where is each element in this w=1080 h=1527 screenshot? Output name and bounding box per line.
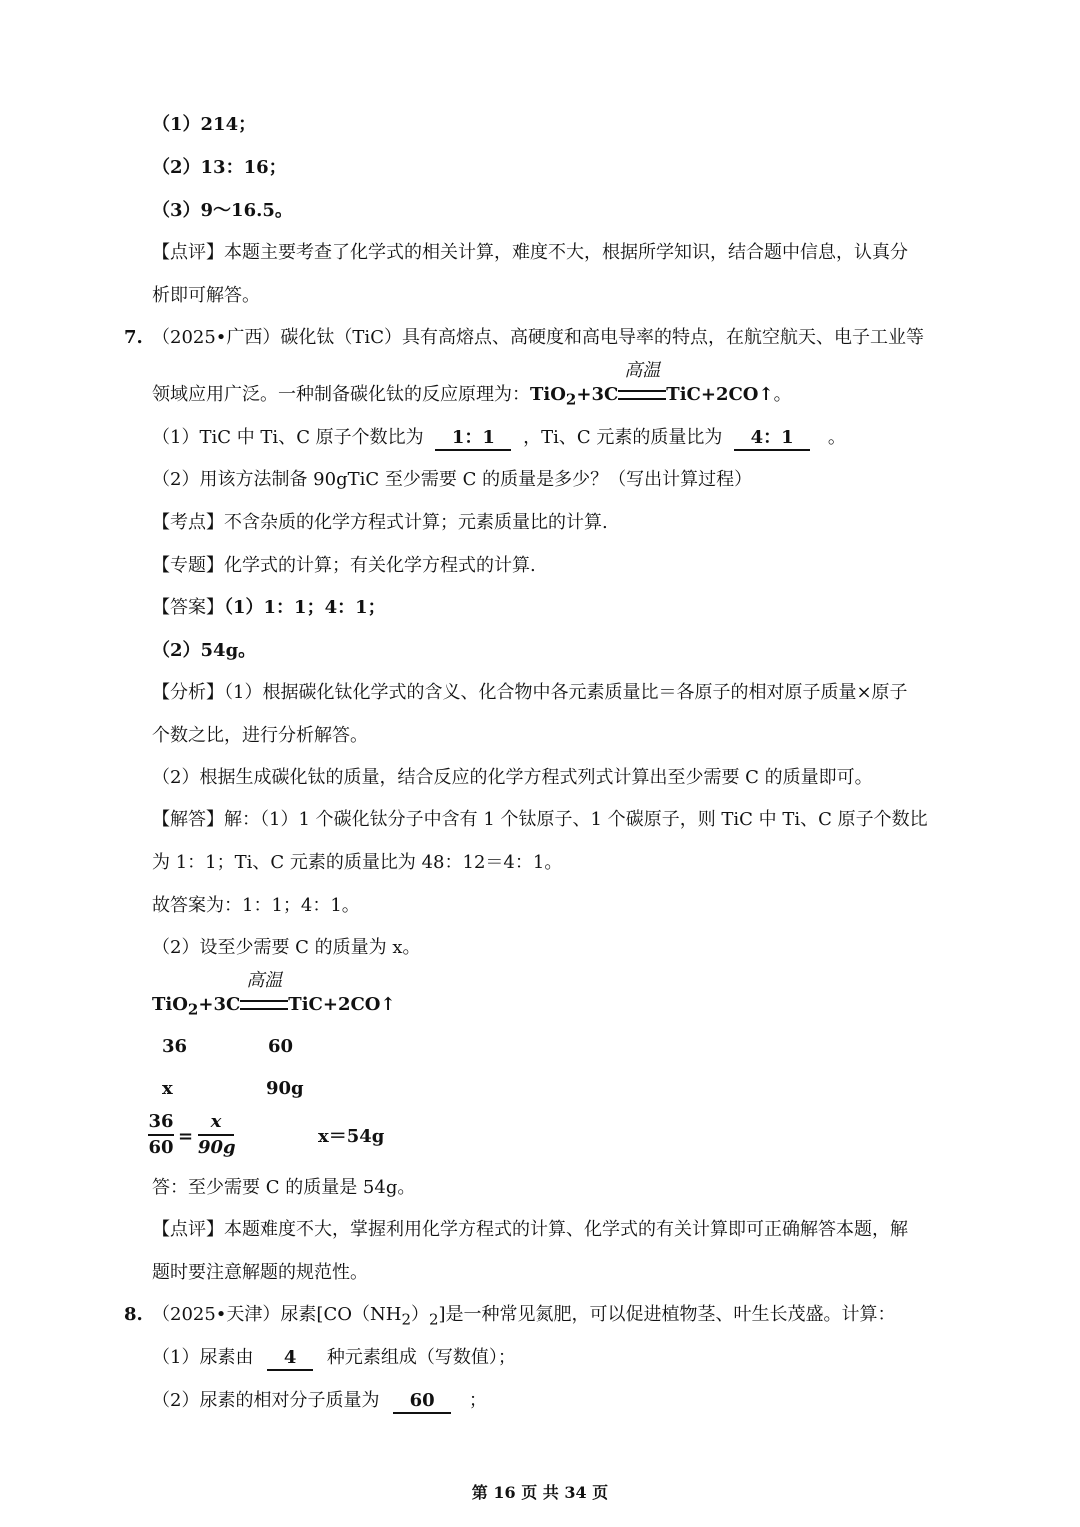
calc-equation: TiO$_2$+3C 高温 TiC+2CO↑ bbox=[152, 970, 396, 1019]
question-8-sub-2: （2）尿素的相对分子质量为 60 ； bbox=[152, 1388, 487, 1414]
question-7-sub-2: （2）用该方法制备 90gTiC 至少需要 C 的质量是多少？（写出计算过程） bbox=[152, 469, 753, 490]
comment-tag: 【点评】 bbox=[152, 242, 224, 263]
q7-comment-line-2: 题时要注意解题的规范性。 bbox=[152, 1262, 368, 1283]
calc-result: x＝54g bbox=[318, 1126, 385, 1147]
stem-text: 领域应用广泛。一种制备碳化钛的反应原理为： bbox=[152, 384, 530, 405]
answer-line-3: （3）9～16.5。 bbox=[152, 200, 293, 221]
zhuanti-line: 【专题】化学式的计算；有关化学方程式的计算. bbox=[152, 555, 536, 576]
answer-line-1: （1）214； bbox=[152, 114, 257, 135]
fraction-equals: = bbox=[178, 1126, 194, 1147]
solution-line-2: 为 1：1；Ti、C 元素的质量比为 48：12＝4：1。 bbox=[152, 852, 563, 873]
question-7-number: 7. bbox=[124, 327, 143, 348]
final-answer: 答：至少需要 C 的质量是 54g。 bbox=[152, 1177, 416, 1198]
calc-x: x bbox=[162, 1078, 173, 1099]
solution-line-4: （2）设至少需要 C 的质量为 x。 bbox=[152, 937, 421, 958]
gas-arrow-icon: ↑ bbox=[380, 994, 396, 1015]
calc-36: 36 bbox=[162, 1036, 188, 1057]
blank-answer-1: 1：1 bbox=[435, 427, 511, 451]
question-8-stem: （2025•天津）尿素$[CO(NH_2)_2]$是一种常见氮肥，可以促进植物茎、叶生长茂盛。计算： bbox=[152, 1304, 896, 1329]
blank-answer-3: 4 bbox=[267, 1347, 313, 1371]
blank-answer-2: 4：1 bbox=[734, 427, 810, 451]
gas-arrow-icon: ↑ bbox=[758, 384, 774, 405]
reaction-equation: TiO$_2$+3C 高温 TiC+2CO↑ bbox=[530, 360, 774, 409]
calc-60: 60 bbox=[268, 1036, 294, 1057]
question-8-sub-1: （1）尿素由 4 种元素组成（写数值）； bbox=[152, 1345, 516, 1371]
question-7-stem-line-2: 领域应用广泛。一种制备碳化钛的反应原理为：TiO$_2$+3C 高温 TiC+2CO↑。 bbox=[152, 360, 792, 409]
answer-line-b: （2）54g。 bbox=[152, 640, 257, 661]
reaction-condition: 高温 bbox=[240, 992, 288, 1018]
fraction-36-60: 36 60 bbox=[148, 1111, 174, 1158]
reaction-condition: 高温 bbox=[618, 382, 666, 408]
analysis-line-3: （2）根据生成碳化钛的质量，结合反应的化学方程式列式计算出至少需要 C 的质量即可。 bbox=[152, 767, 873, 788]
analysis-line-2: 个数之比，进行分析解答。 bbox=[152, 725, 368, 746]
question-7-sub-1: （1）TiC 中 Ti、C 原子个数比为 1：1 ，Ti、C 元素的质量比为 4：1 。 bbox=[152, 425, 846, 451]
comment-line-1 bbox=[152, 240, 908, 266]
question-7-stem-line-1: （2025•广西）碳化钛（TiC）具有高熔点、高硬度和高电导率的特点，在航空航天、电子工业等 bbox=[152, 327, 924, 348]
kaodian-line: 【考点】不含杂质的化学方程式计算；元素质量比的计算. bbox=[152, 512, 608, 533]
calc-90g: 90g bbox=[266, 1078, 304, 1099]
page-footer: 第 16 页 共 34 页 bbox=[471, 1483, 609, 1502]
comment-text: 本题主要考查了化学式的相关计算，难度不大，根据所学知识，结合题中信息，认真分 bbox=[224, 242, 908, 263]
solution-line-3: 故答案为：1：1；4：1。 bbox=[152, 895, 360, 916]
comment-line-2: 析即可解答。 bbox=[152, 285, 260, 306]
q7-comment-line-1: 【点评】本题难度不大，掌握利用化学方程式的计算、化学式的有关计算即可正确解答本题，解 bbox=[152, 1219, 908, 1240]
blank-answer-4: 60 bbox=[393, 1390, 451, 1414]
answer-line: 【答案】（1）1：1；4：1； bbox=[152, 597, 386, 618]
solution-line-1: 【解答】解：（1）1 个碳化钛分子中含有 1 个钛原子、1 个碳原子，则 TiC 中 Ti、C 原子个数比 bbox=[152, 809, 928, 830]
fraction-x-90g: x 90g bbox=[198, 1111, 236, 1158]
analysis-line-1: 【分析】（1）根据碳化钛化学式的含义、化合物中各元素质量比＝各原子的相对原子质量×原子 bbox=[152, 682, 908, 703]
question-8-number: 8. bbox=[124, 1304, 143, 1325]
answer-line-2: （2）13：16； bbox=[152, 157, 287, 178]
